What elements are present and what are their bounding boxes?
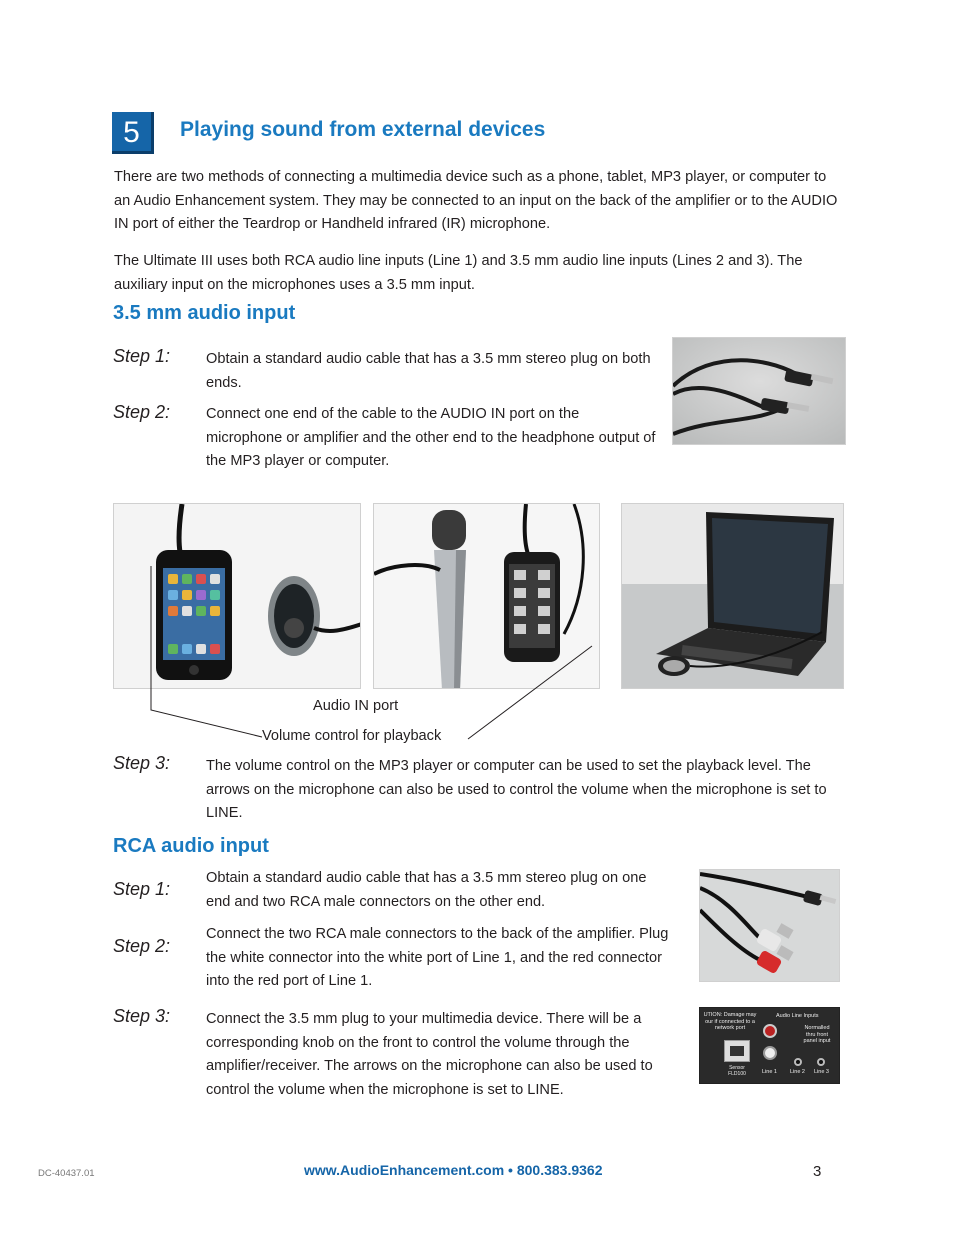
rca-step1-text: Obtain a standard audio cable that has a 3.5 mm stereo plug on one end and two RCA male connectors on the other end. [206,870,647,910]
panel-normalled-label: Normalled thru front panel input [803,1025,831,1044]
mm-step2-text: Connect one end of the cable to the AUDIO IN port on the microphone or amplifier and the other end to the headphone output of the MP3 player or computer. [206,406,656,469]
line3-jack-icon [817,1058,825,1066]
mm-input-heading: 3.5 mm audio input [113,302,296,324]
rca-input-heading: RCA audio input [113,835,269,857]
intro-paragraph-1: There are two methods of connecting a multimedia device such as a phone, tablet, MP3 player, or computer to an Audio Enhancement system. They may be connected to an input on the back of the amplifier or to the AUDIO IN port of either the Teardrop or Handheld infrared (IR) microphone. [114,169,838,232]
panel-line1-label: Line 1 [762,1069,777,1075]
rca-step3-text: Connect the 3.5 mm plug to your multimedia device. There will be a corresponding knob on the front to control the volume through the amplifier/receiver. The arrows on the microphone can also be used to control the volume when the microphone is set to LINE. [206,1011,653,1098]
mm-step1-text: Obtain a standard audio cable that has a 3.5 mm stereo plug on both ends. [206,351,651,391]
panel-sensor-label: Sensor FLD100 [728,1065,746,1077]
rca-step2-label: Step 2: [113,936,171,956]
mm-step2-label: Step 2: [113,402,171,422]
rca-step2-text: Connect the two RCA male connectors to the back of the amplifier. Plug the white connector into the white port of Line 1, and the red connector into the red port of Line 1. [206,926,669,989]
caption-audio-in-port: Audio IN port [313,698,399,714]
line2-jack-icon [794,1058,802,1066]
panel-line3-label: Line 3 [814,1069,829,1075]
panel-line2-label: Line 2 [790,1069,805,1075]
mm-step1-label: Step 1: [113,346,171,366]
panel-audio-line-inputs-label: Audio Line Inputs [776,1013,819,1019]
panel-caution-text: UTION: Damage may our if connected to a network port [703,1012,757,1031]
section-number-badge: 5 [112,112,154,154]
footer-website-phone[interactable]: www.AudioEnhancement.com • 800.383.9362 [304,1162,603,1178]
mm-step3-text: The volume control on the MP3 player or computer can be used to set the playback level. The arrows on the microphone can also be used to control the volume when the microphone is set to LINE. [206,758,827,821]
page-number: 3 [813,1163,822,1180]
section-title: Playing sound from external devices [180,118,546,141]
mm-step3-label: Step 3: [113,753,171,773]
amplifier-panel-photo [699,1007,840,1084]
caption-volume-control: Volume control for playback [262,728,442,744]
rca-step1-label: Step 1: [113,879,171,899]
rca-red-port-icon [763,1024,777,1038]
document-code: DC-40437.01 [38,1168,95,1179]
rca-white-port-icon [763,1046,777,1060]
rca-step3-label: Step 3: [113,1006,171,1026]
sensor-port-icon [724,1040,750,1062]
rca-cable-photo [699,869,840,982]
intro-paragraph-2: The Ultimate III uses both RCA audio line inputs (Line 1) and 3.5 mm audio line inputs (Lines 2 and 3). The auxiliary input on the microphones uses a 3.5 mm input. [114,253,803,293]
